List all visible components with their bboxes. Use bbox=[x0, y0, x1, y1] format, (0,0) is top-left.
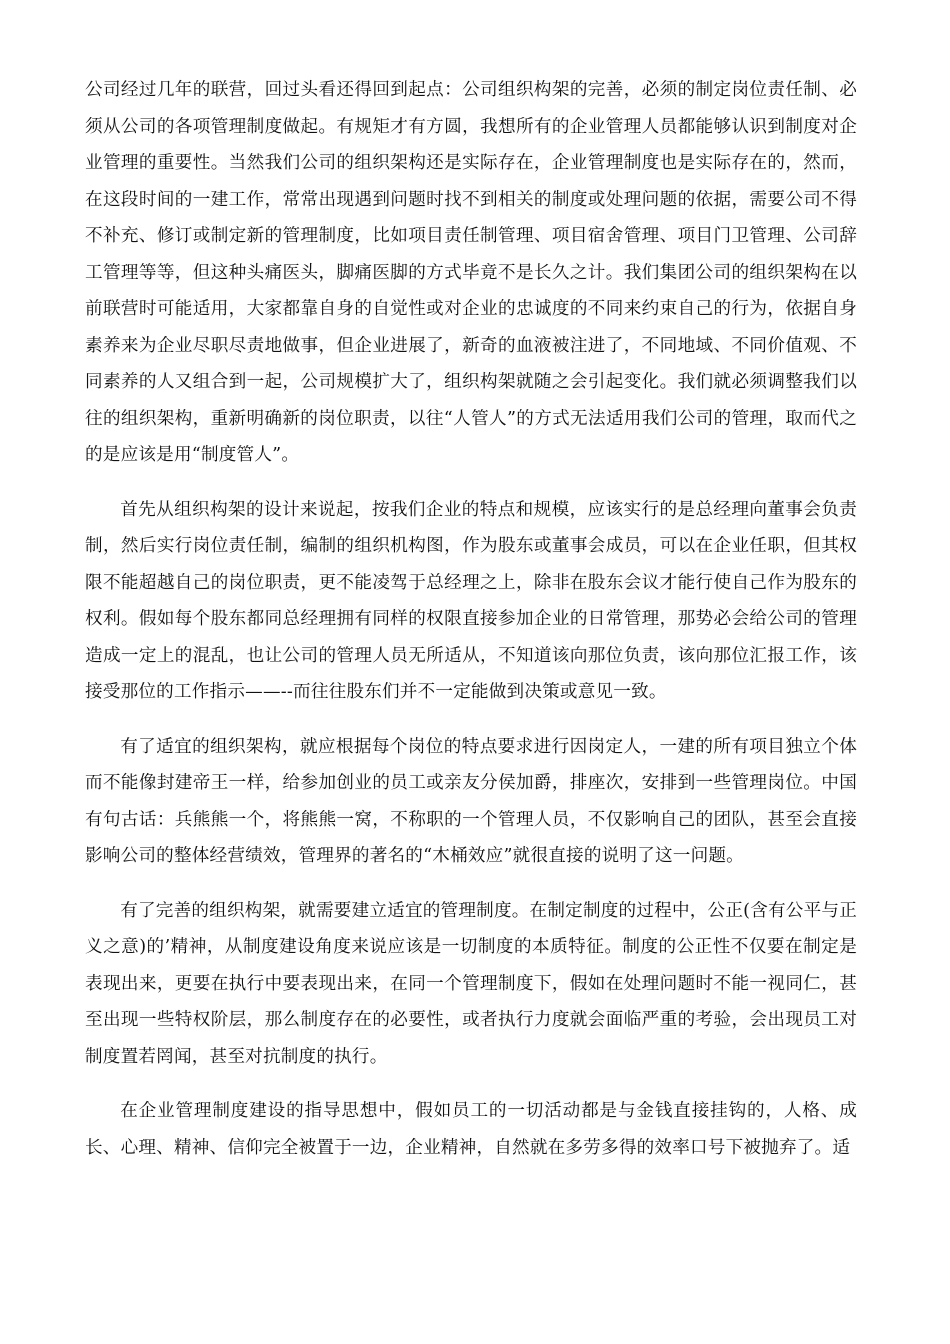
paragraph-3: 有了适宜的组织架构，就应根据每个岗位的特点要求进行因岗定人，一建的所有项目独立个体而不能像封建帝王一样，给参加创业的员工或亲友分侯加爵，排座次，安排到一些管理岗位。中国有句古话：兵熊熊一个，将熊熊一窝，不称职的一个管理人员，不仅影响自己的团队，甚至会直接影响公司的整体经营绩效，管理界的著名的“木桶效应”就很直接的说明了这一问题。 bbox=[85, 736, 857, 866]
document-body bbox=[85, 72, 857, 1184]
paragraph-5: 在企业管理制度建设的指导思想中，假如员工的一切活动都是与金钱直接挂钩的，人格、成长、心理、精神、信仰完全被置于一边，企业精神，自然就在多劳多得的效率口号下被抛弃了。适 bbox=[85, 1101, 857, 1158]
paragraph-4: 有了完善的组织构架，就需要建立适宜的管理制度。在制定制度的过程中，公正(含有公平与正义之意)的’精神，从制度建设角度来说应该是一切制度的本质特征。制度的公正性不仅要在制定是表现出来，更要在执行中要表现出来，在同一个管理制度下，假如在处理问题时不能一视同仁，甚至出现一些特权阶层，那么制度存在的必要性，或者执行力度就会面临严重的考验，会出现员工对制度置若罔闻，甚至对抗制度的执行。 bbox=[85, 900, 857, 1067]
paragraph-2: 首先从组织构架的设计来说起，按我们企业的特点和规模，应该实行的是总经理向董事会负责制，然后实行岗位责任制，编制的组织机构图，作为股东或董事会成员，可以在企业任职，但其权限不能超越自己的岗位职责，更不能凌驾于总经理之上，除非在股东会议才能行使自己作为股东的权利。假如每个股东都同总经理拥有同样的权限直接参加企业的日常管理，那势必会给公司的管理造成一定上的混乱，也让公司的管理人员无所适从，不知道该向那位负责，该向那位汇报工作，该接受那位的工作指示——--而往往股东们并不一定能做到决策或意见一致。 bbox=[85, 499, 857, 702]
paragraph-1: 公司经过几年的联营，回过头看还得回到起点：公司组织构架的完善，必须的制定岗位责任制、必须从公司的各项管理制度做起。有规矩才有方圆，我想所有的企业管理人员都能够认识到制度对企业管理的重要性。当然我们公司的组织架构还是实际存在，企业管理制度也是实际存在的，然而，在这段时间的一建工作，常常出现遇到问题时找不到相关的制度或处理问题的依据，需要公司不得不补充、修订或制定新的管理制度，比如项目责任制管理、项目宿舍管理、项目门卫管理、公司辞工管理等等，但这种头痛医头，脚痛医脚的方式毕竟不是长久之计。我们集团公司的组织架构在以前联营时可能适用，大家都靠自身的自觉性或对企业的忠诚度的不同来约束自己的行为，依据自身素养来为企业尽职尽责地做事，但企业进展了，新奇的血液被注进了，不同地域、不同价值观、不同素养的人又组合到一起，公司规模扩大了，组织构架就随之会引起变化。我们就必须调整我们以往的组织架构，重新明确新的岗位职责，以往“人管人”的方式无法适用我们公司的管理，取而代之的是应该是用“制度管人”。 bbox=[85, 80, 857, 465]
